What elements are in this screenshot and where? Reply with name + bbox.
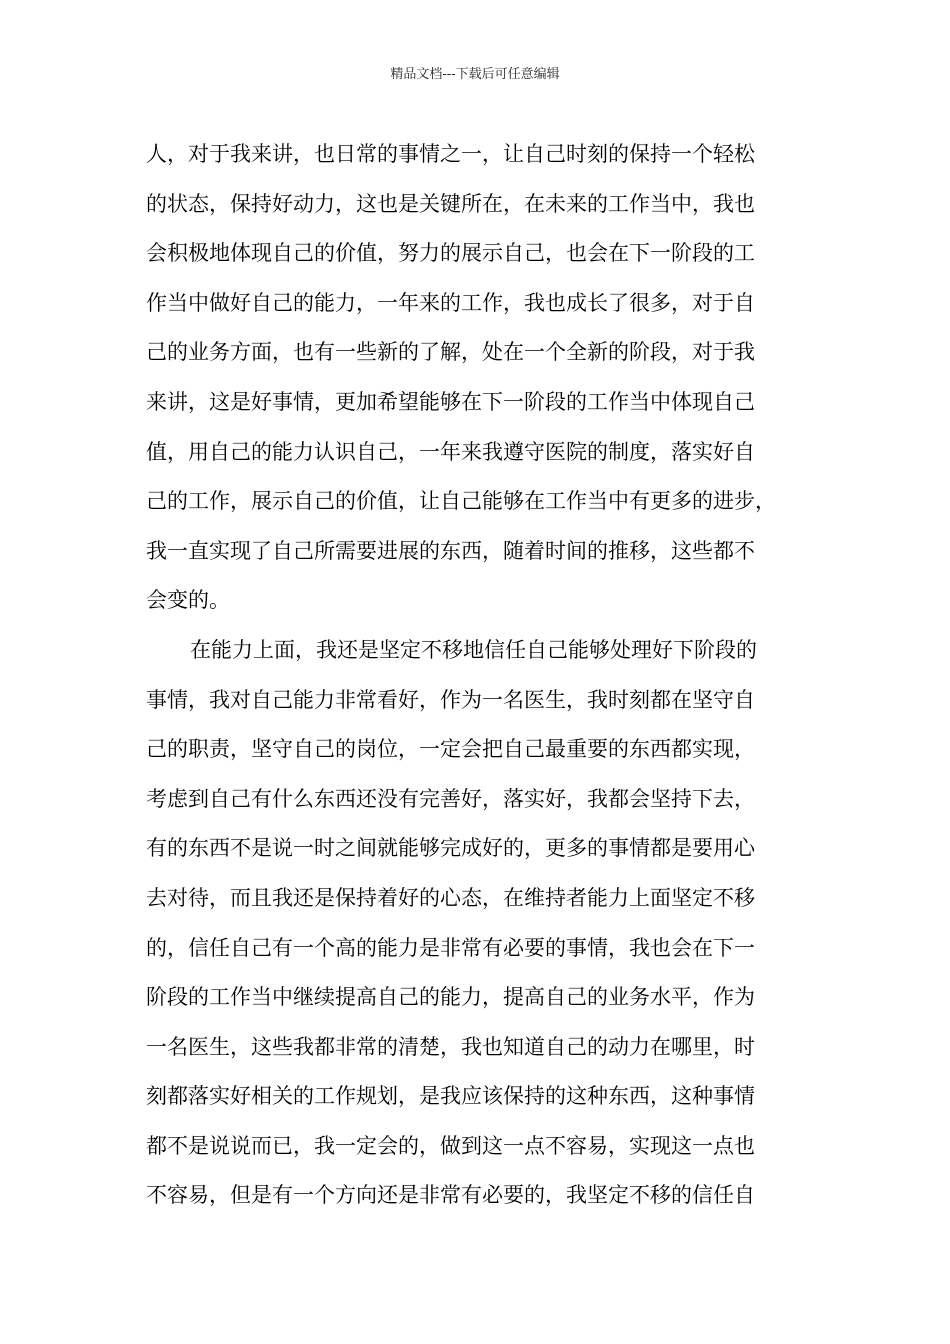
- text-line: 己的职责，坚守自己的岗位，一定会把自己最重要的东西都实现，: [146, 737, 755, 762]
- text-line: 刻都落实好相关的工作规划，是我应该保持的这种东西，这种事情: [146, 1084, 755, 1109]
- text-line: 人，对于我来讲，也日常的事情之一，让自己时刻的保持一个轻松: [146, 142, 755, 166]
- text-line: 的状态，保持好动力，这也是关键所在，在未来的工作当中，我也: [146, 191, 755, 216]
- text-line: 己的业务方面，也有一些新的了解，处在一个全新的阶段，对于我: [146, 340, 755, 365]
- text-line: 的，信任自己有一个高的能力是非常有必要的事情，我也会在下一: [146, 935, 755, 960]
- text-line: 在能力上面，我还是坚定不移地信任自己能够处理好下阶段的: [190, 637, 757, 662]
- text-line: 都不是说说而已，我一定会的，做到这一点不容易，实现这一点也: [146, 1133, 755, 1158]
- page-header: 精品文档---下载后可任意编辑: [390, 67, 560, 82]
- text-line: 不容易，但是有一个方向还是非常有必要的，我坚定不移的信任自: [146, 1183, 755, 1208]
- text-line: 考虑到自己有什么东西还没有完善好，落实好，我都会坚持下去，: [146, 786, 755, 811]
- text-line: 事情，我对自己能力非常看好，作为一名医生，我时刻都在坚守自: [146, 687, 755, 712]
- text-line: 己的工作，展示自己的价值，让自己能够在工作当中有更多的进步，: [146, 489, 776, 514]
- text-line: 去对待，而且我还是保持着好的心态，在维持者能力上面坚定不移: [146, 885, 755, 910]
- text-line: 阶段的工作当中继续提高自己的能力，提高自己的业务水平，作为: [146, 985, 755, 1010]
- text-line: 有的东西不是说一时之间就能够完成好的，更多的事情都是要用心: [146, 836, 755, 861]
- text-line: 来讲，这是好事情，更加希望能够在下一阶段的工作当中体现自己: [146, 389, 755, 414]
- text-line: 作当中做好自己的能力，一年来的工作，我也成长了很多，对于自: [146, 290, 755, 315]
- text-line: 我一直实现了自己所需要进展的东西，随着时间的推移，这些都不: [146, 538, 755, 563]
- paragraph-1: [146, 130, 826, 626]
- text-line: 值，用自己的能力认识自己，一年来我遵守医院的制度，落实好自: [146, 439, 755, 464]
- document-body: [146, 130, 826, 1221]
- text-line: 会积极地体现自己的价值，努力的展示自己，也会在下一阶段的工: [146, 241, 755, 266]
- text-line: 会变的。: [146, 588, 230, 613]
- text-line: 一名医生，这些我都非常的清楚，我也知道自己的动力在哪里，时: [146, 1034, 755, 1059]
- paragraph-2: [146, 626, 826, 1221]
